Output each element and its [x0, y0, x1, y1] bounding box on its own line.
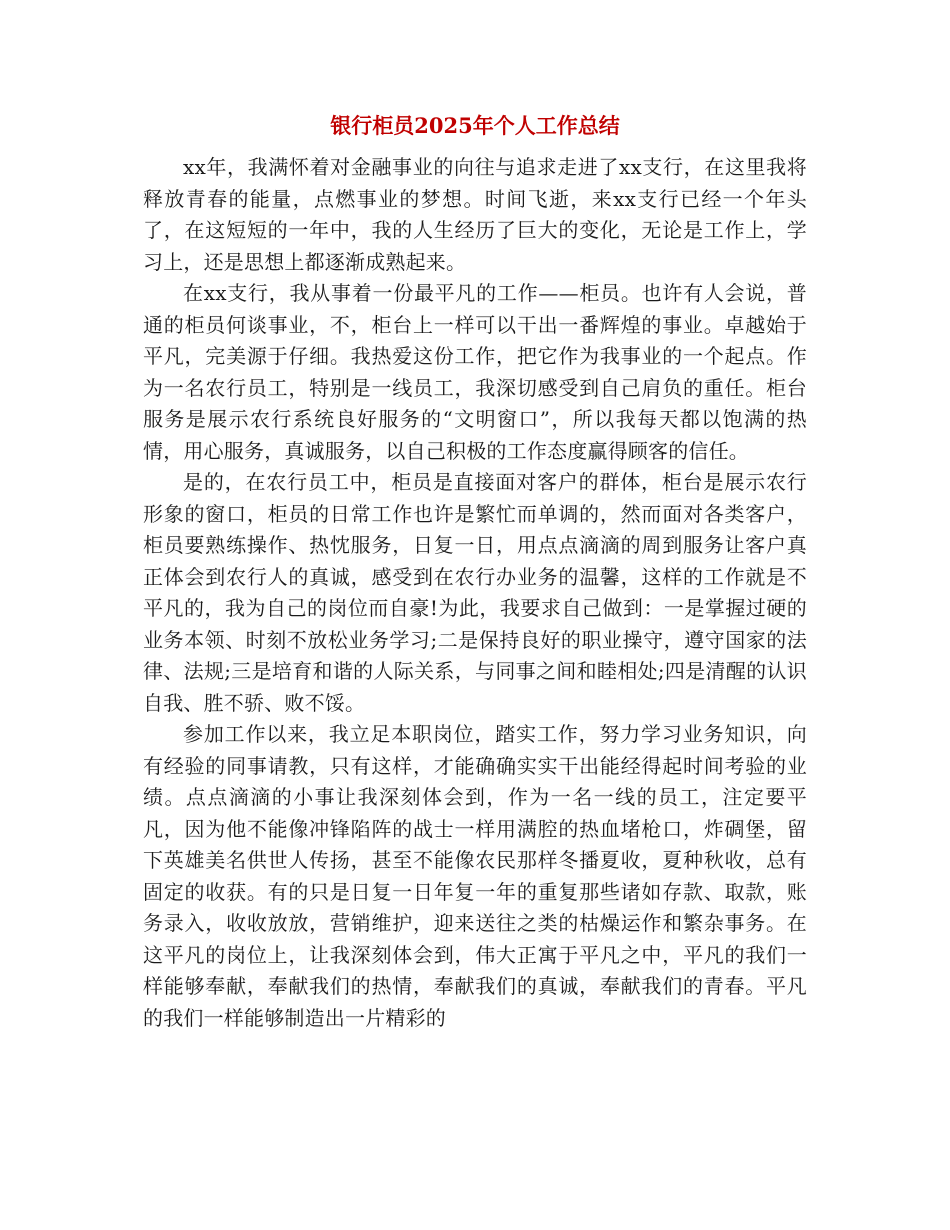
paragraph-4: 参加工作以来，我立足本职岗位，踏实工作，努力学习业务知识，向有经验的同事请教，只有这样，才能确确实实干出能经得起时间考验的业绩。点点滴滴的小事让我深刻体会到，作为一名一线的员工，注定要平凡，因为他不能像冲锋陷阵的战士一样用满腔的热血堵枪口，炸碉堡，留下英雄美名供世人传扬，甚至不能像农民那样冬播夏收，夏种秋收，总有固定的收获。有的只是日复一日年复一年的重复那些诸如存款、取款，账务录入，收收放放，营销维护，迎来送往之类的枯燥运作和繁杂事务。在这平凡的岗位上，让我深刻体会到，伟大正寓于平凡之中，平凡的我们一样能够奉献，奉献我们的热情，奉献我们的真诚，奉献我们的青春。平凡的我们一样能够制造出一片精彩的 [143, 722, 807, 1030]
paragraph-1: xx年，我满怀着对金融事业的向往与追求走进了xx支行，在这里我将释放青春的能量，点燃事业的梦想。时间飞逝，来xx支行已经一个年头了，在这短短的一年中，我的人生经历了巨大的变化，无论是工作上，学习上，还是思想上都逐渐成熟起来。 [143, 155, 807, 274]
paragraph-3: 是的，在农行员工中，柜员是直接面对客户的群体，柜台是展示农行形象的窗口，柜员的日常工作也许是繁忙而单调的，然而面对各类客户，柜员要熟练操作、热忱服务，日复一日，用点点滴滴的周到服务让客户真正体会到农行人的真诚，感受到在农行办业务的温馨，这样的工作就是不平凡的，我为自己的岗位而自豪!为此，我要求自己做到：一是掌握过硬的业务本领、时刻不放松业务学习;二是保持良好的职业操守，遵守国家的法律、法规;三是培育和谐的人际关系，与同事之间和睦相处;四是清醒的认识自我、胜不骄、败不馁。 [143, 470, 807, 715]
paragraph-2: 在xx支行，我从事着一份最平凡的工作——柜员。也许有人会说，普通的柜员何谈事业，不，柜台上一样可以干出一番辉煌的事业。卓越始于平凡，完美源于仔细。我热爱这份工作，把它作为我事业的一个起点。作为一名农行员工，特别是一线员工，我深切感受到自己肩负的重任。柜台服务是展示农行系统良好服务的“文明窗口”，所以我每天都以饱满的热情，用心服务，真诚服务，以自己积极的工作态度赢得顾客的信任。 [143, 281, 807, 463]
document-body [143, 152, 807, 1034]
document-title: 银行柜员2025年个人工作总结 [330, 113, 620, 138]
